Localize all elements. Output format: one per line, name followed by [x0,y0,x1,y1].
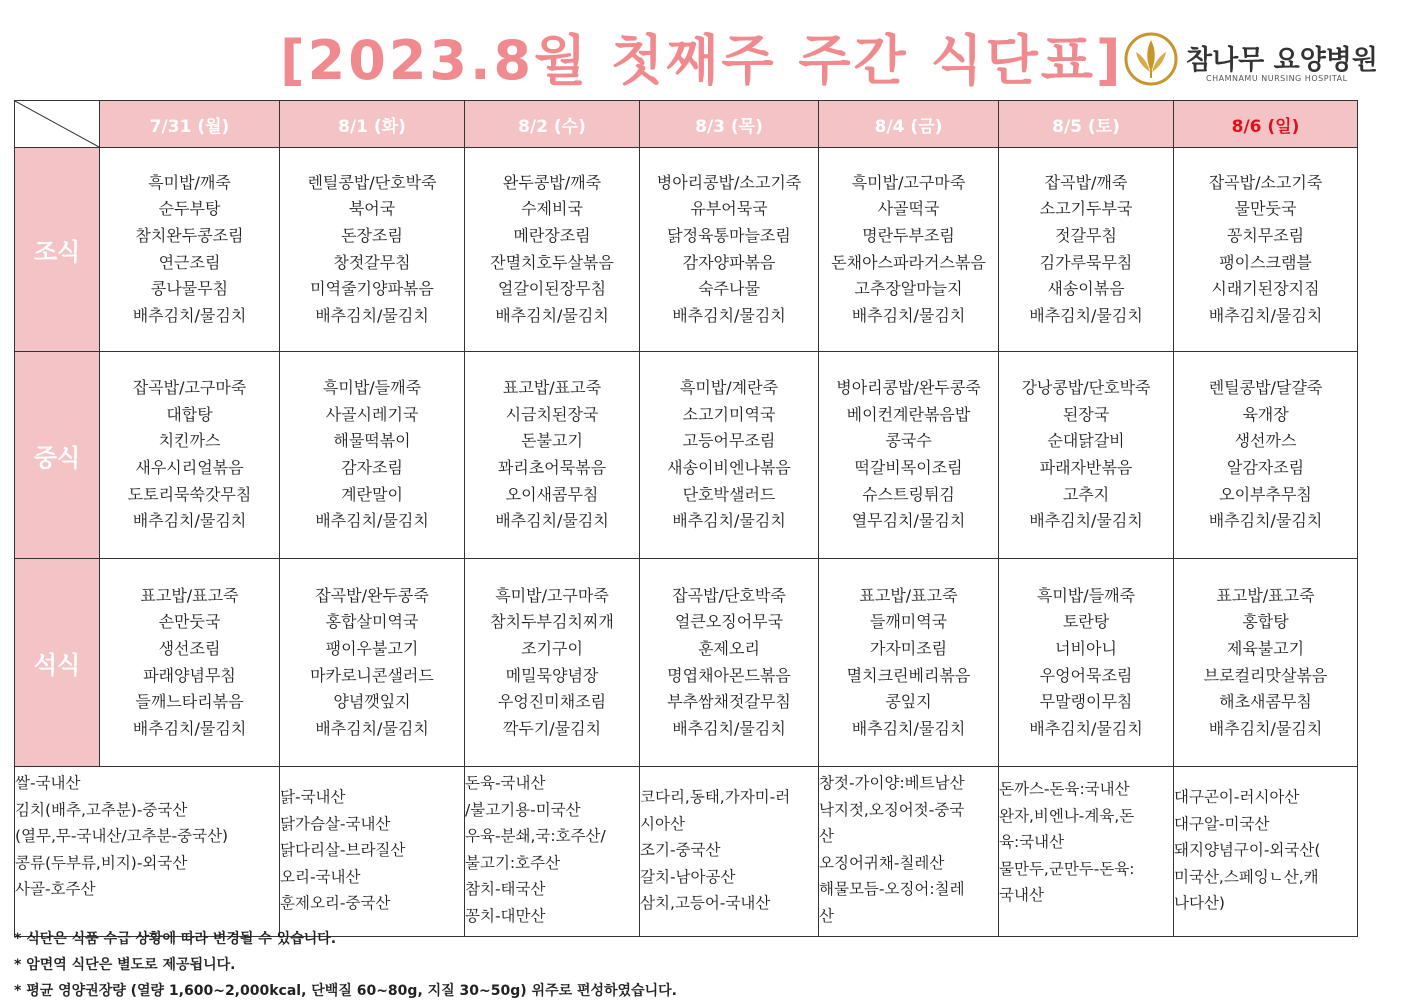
menu-cell [999,352,1174,559]
dish-item: 배추김치/물김치 [315,718,429,738]
dish-item: 참치완두콩조림 [135,225,244,245]
dish-item: 파래양념무침 [143,665,236,685]
dish-item: 배추김치/물김치 [315,305,429,325]
origin-line: 돼지양념구이-외국산( [1174,841,1321,859]
dish-item: 멸치크린베리볶음 [846,665,971,685]
note-line: * 식단은 식품 수급 상황에 따라 변경될 수 있습니다. [14,931,337,947]
dish-item: 훈제오리 [698,638,760,658]
origin-cell [640,767,819,937]
dish-item: 순두부탕 [158,199,221,219]
note-line: * 암면역 식단은 별도로 제공됩니다. [14,957,236,973]
origin-line: 창젓-가이양:베트남산 [819,774,965,792]
origin-line: 육:국내산 [999,833,1065,851]
dish-item: 창젓갈무침 [333,252,411,272]
dish-item: 배추김치/물김치 [495,305,609,325]
dish-item: 우엉어묵조림 [1039,665,1133,685]
menu-cell [280,352,465,559]
dish-item: 조기구이 [521,638,583,658]
origin-line: 불고기:호주산 [465,853,561,872]
dish-item: 완두콩밥/깨죽 [502,172,602,192]
day-header-sunday: 8/6 (일) [1174,101,1358,148]
origin-line: 훈제오리-중국산 [280,894,391,912]
origin-line: 꽁치-대만산 [465,906,546,925]
dish-item: 고추장알마늘지 [854,279,963,299]
dish-item: 명엽채아몬드볶음 [667,665,791,685]
origin-line: 우육-분쇄,국:호주산/ [465,827,606,845]
meal-label: 조식 [15,148,100,352]
dish-item: 파래자반볶음 [1039,458,1133,477]
dish-item: 수제비국 [521,199,583,219]
dish-item: 배추김치/물김치 [1208,511,1323,531]
day-header: 8/1 (화) [280,101,465,148]
menu-cell [819,559,999,767]
dish-item: 흑미밥/들깨죽 [1036,585,1136,605]
dish-item: 병아리콩밥/소고기죽 [656,172,802,192]
origin-line: (열무,무-국내산/고추분-중국산) [15,827,229,845]
lunch-row [15,352,1358,559]
dish-item: 치킨까스 [158,431,221,451]
menu-cell [100,352,280,559]
dish-item: 표고밥/표고죽 [502,378,602,398]
dish-item: 단호박샐러드 [682,484,776,504]
dish-item: 김가루묵무침 [1039,252,1133,272]
dish-item: 도토리묵쑥갓무침 [127,484,252,504]
menu-cell [640,148,819,352]
dish-item: 홍합탕 [1242,612,1289,632]
dish-item: 알감자조림 [1226,458,1305,477]
day-header: 8/3 (목) [640,101,819,148]
origin-line: 김치(배추,고추분)-중국산 [15,800,188,819]
dish-item: 시금치된장국 [505,404,599,424]
origin-line: 돈육-국내산 [465,774,546,792]
note-line: * 평균 영양권장량 (열량 1,600~2,000kcal, 단백질 60~80g, 지질 30~50g) 위주로 편성하였습니다. [14,983,677,999]
dish-item: 강낭콩밥/단호박죽 [1021,378,1151,398]
menu-cell [280,148,465,352]
dish-item: 새송이비엔나볶음 [667,458,791,477]
dish-item: 부추쌈채젓갈무침 [667,692,791,712]
dish-item: 대합탕 [166,404,213,424]
day-header-row [15,101,1358,148]
day-header: 8/5 (토) [999,101,1174,148]
dish-item: 잔멸치호두살볶음 [490,252,614,272]
dish-item: 표고밥/표고죽 [1216,585,1315,605]
dish-item: 순대닭갈비 [1047,431,1125,451]
dish-item: 북어국 [348,199,396,219]
origin-line: 해물모듬-오징어:칠레 [819,880,965,898]
menu-cell [100,559,280,767]
dish-item: 배추김치/물김치 [672,718,786,738]
dish-item: 배추김치/물김치 [1208,305,1323,325]
dish-item: 육개장 [1242,404,1289,424]
page-title: [2023.8월 첫째주 주간 식단표] [280,29,1124,92]
dish-item: 콩잎지 [885,692,932,712]
leaf-emblem-icon [1124,32,1178,86]
day-header: 8/2 (수) [465,101,640,148]
notes [14,926,677,1004]
origin-line: 나다산) [1174,894,1225,912]
dish-item: 배추김치/물김치 [1029,718,1143,738]
dish-item: 배추김치/물김치 [672,305,786,325]
menu-cell [819,352,999,559]
menu-cell [465,559,640,767]
origin-line: 닭-국내산 [280,788,346,806]
dish-item: 배추김치/물김치 [315,511,429,531]
origin-line: 산 [819,827,834,845]
origin-line: 삼치,고등어-국내산 [640,894,771,912]
dish-item: 잡곡밥/완두콩죽 [315,585,429,605]
menu-cell [640,352,819,559]
dish-item: 홍합살미역국 [325,612,419,632]
dish-item: 해초새콤무침 [1219,692,1312,712]
dish-item: 가자미조림 [869,638,948,658]
logo-subtitle: CHAMNAMU NURSING HOSPITAL [1206,74,1348,83]
dish-item: 명란두부조림 [862,225,955,245]
dish-item: 병아리콩밥/완두콩죽 [836,378,981,398]
dish-item: 숙주나물 [698,279,760,299]
dish-item: 연근조림 [158,252,221,272]
origin-line: 참치-태국산 [465,880,546,898]
dish-item: 마카로니콘샐러드 [310,665,434,685]
dish-item: 미역줄기양파볶음 [310,279,434,299]
dish-item: 돈채아스파라거스볶음 [831,252,986,272]
dish-item: 배추김치/물김치 [495,511,609,531]
dish-item: 배추김치/물김치 [672,511,786,531]
dish-item: 참치두부김치찌개 [490,612,614,632]
dish-item: 베이컨계란볶음밥 [846,404,971,424]
dish-item: 렌틸콩밥/단호박죽 [307,172,437,192]
origin-line: 대구곤이-러시아산 [1174,788,1300,806]
menu-cell [1174,148,1358,352]
dish-item: 브로컬리맛살볶음 [1203,665,1328,685]
origin-cell [280,767,465,937]
dish-item: 흑미밥/들깨죽 [322,378,422,398]
dish-item: 소고기미역국 [682,404,776,424]
dish-item: 흑미밥/깨죽 [148,172,231,192]
origin-line: 쌀-국내산 [15,774,81,792]
corner-cell [15,101,100,148]
dish-item: 생선조림 [158,638,221,658]
menu-cell [280,559,465,767]
origin-line: 낙지젓,오징어젓-중국 [819,800,965,819]
dish-item: 사골시레기국 [325,404,419,424]
dish-item: 새우시리얼볶음 [135,458,244,477]
dish-item: 잡곡밥/단호박죽 [672,585,786,605]
dish-item: 깍두기/물김치 [502,718,602,738]
dish-item: 소고기두부국 [1039,199,1133,219]
menu-cell [640,559,819,767]
menu-cell [819,148,999,352]
origin-line: 닭가슴살-국내산 [280,814,391,833]
dish-item: 감자양파볶음 [682,252,776,272]
dish-item: 고추지 [1062,484,1110,504]
dish-item: 손만둣국 [158,612,221,632]
dish-item: 제육불고기 [1226,638,1305,658]
dish-item: 된장국 [1062,404,1110,424]
origin-line: 갈치-남아공산 [640,867,736,886]
dish-item: 배추김치/물김치 [851,305,966,325]
dish-item: 흑미밥/계란죽 [679,378,779,398]
origin-line: 오리-국내산 [280,867,361,886]
dish-item: 팽이스크램블 [1219,252,1312,272]
dish-item: 배추김치/물김치 [851,718,966,738]
origin-cell [819,767,999,937]
meal-label: 석식 [15,559,100,767]
menu-cell [999,148,1174,352]
origin-line: 돈까스-돈육:국내산 [999,780,1130,798]
dinner-row [15,559,1358,767]
origin-line: 시아산 [640,814,685,833]
hospital-logo [1124,32,1378,88]
origin-row [15,767,1358,937]
dish-item: 떡갈비목이조림 [854,458,963,477]
menu-cell [1174,559,1358,767]
dish-item: 너비아니 [1055,638,1117,658]
dish-item: 콩나물무침 [150,279,229,299]
dish-item: 우엉진미채조림 [497,692,607,712]
dish-item: 새송이볶음 [1047,279,1125,299]
dish-item: 감자조림 [341,458,403,477]
origin-line: 오징어귀채-칠레산 [819,853,945,872]
dish-item: 열무김치/물김치 [851,511,966,531]
origin-line: /불고기용-미국산 [465,800,581,819]
origin-cell [1174,767,1358,937]
dish-item: 돈장조림 [341,225,403,245]
dish-item: 잡곡밥/고구마죽 [132,378,247,398]
dish-item: 메밀묵양념장 [505,665,599,685]
origin-line: 미국산,스페잉ㄴ산,캐 [1174,867,1319,886]
dish-item: 시래기된장지짐 [1211,279,1320,299]
dish-item: 잡곡밥/소고기죽 [1208,172,1323,192]
dish-item: 흑미밥/고구마죽 [495,585,609,605]
dish-item: 배추김치/물김치 [132,718,247,738]
dish-item: 슈스트링튀김 [862,484,955,504]
dish-item: 표고밥/표고죽 [859,585,958,605]
dish-item: 표고밥/표고죽 [140,585,239,605]
dish-item: 콩국수 [885,431,932,451]
dish-item: 돈불고기 [521,431,583,451]
menu-cell [465,148,640,352]
dish-item: 양념깻잎지 [333,692,411,712]
dish-item: 배추김치/물김치 [132,511,247,531]
dish-item: 사골떡국 [877,199,940,219]
dish-item: 팽이우불고기 [325,638,419,658]
day-header: 7/31 (월) [100,101,280,148]
dish-item: 고등어무조림 [682,431,776,451]
menu-cell [100,148,280,352]
logo-name: 참나무 요양병원 [1186,45,1378,76]
weekly-menu-table [14,100,1358,937]
breakfast-row [15,148,1358,352]
origin-line: 조기-중국산 [640,841,721,859]
dish-item: 배추김치/물김치 [1208,718,1323,738]
dish-item: 배추김치/물김치 [1029,511,1143,531]
dish-item: 렌틸콩밥/달걀죽 [1208,378,1323,398]
dish-item: 해물떡볶이 [333,431,411,451]
dish-item: 유부어묵국 [690,199,768,219]
dish-item: 흑미밥/고구마죽 [851,172,966,192]
meal-label: 중식 [15,352,100,559]
dish-item: 꽈리초어묵볶음 [497,458,607,477]
origin-line: 콩류(두부류,비지)-외국산 [15,853,188,872]
origin-cell [15,767,280,937]
dish-item: 물만둣국 [1234,199,1297,219]
dish-item: 토란탕 [1062,612,1110,632]
dish-item: 꽁치무조림 [1226,225,1305,245]
dish-item: 들깨미역국 [869,612,948,632]
dish-item: 계란말이 [341,484,403,504]
dish-item: 얼큰오징어무국 [674,612,784,632]
origin-line: 산 [819,906,834,925]
dish-item: 들깨느타리볶음 [135,692,244,712]
dish-item: 생선까스 [1234,431,1297,451]
origin-cell [999,767,1174,937]
dish-item: 얼갈이된장무침 [497,279,607,299]
dish-item: 메란장조림 [513,225,591,245]
origin-line: 국내산 [999,886,1044,904]
dish-item: 젓갈무침 [1055,225,1117,245]
origin-line: 완자,비엔나-계육,돈 [999,806,1135,825]
origin-line: 물만두,군만두-돈육: [999,859,1135,878]
origin-line: 닭다리살-브라질산 [280,841,406,859]
diagonal-line [15,101,99,147]
origin-line: 대구알-미국산 [1174,814,1270,833]
origin-cell [465,767,640,937]
origin-line: 사골-호주산 [15,880,96,898]
menu-cell [1174,352,1358,559]
menu-cell [465,352,640,559]
dish-item: 잡곡밥/깨죽 [1044,172,1128,192]
dish-item: 오이새콤무침 [505,484,599,504]
dish-item: 무말랭이무침 [1039,692,1133,712]
origin-line: 코다리,동태,가자미-러 [640,788,791,806]
dish-item: 배추김치/물김치 [132,305,247,325]
menu-cell [999,559,1174,767]
dish-item: 닭정육통마늘조림 [667,225,791,245]
day-header: 8/4 (금) [819,101,999,148]
dish-item: 오이부추무침 [1219,484,1312,504]
dish-item: 배추김치/물김치 [1029,305,1143,325]
